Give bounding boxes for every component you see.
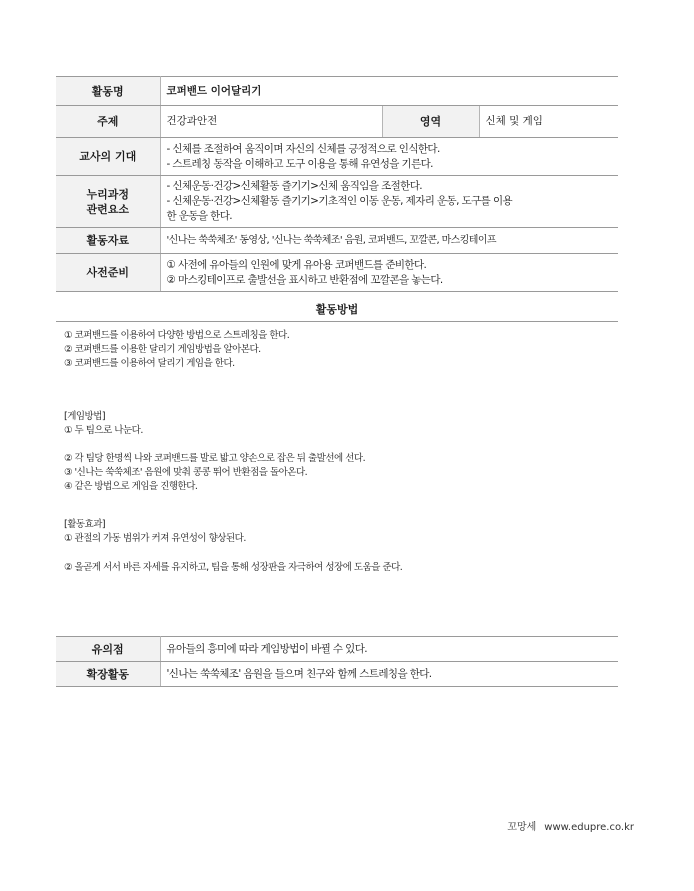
- game-step: ① 두 팀으로 나눈다.: [64, 425, 143, 436]
- teacher-expectation-line: - 스트레칭 동작을 이해하고 도구 이용을 통해 유연성을 기른다.: [166, 157, 433, 170]
- teacher-expectation-line: - 신체를 조절하여 움직이며 자신의 신체를 긍정적으로 인식한다.: [166, 142, 440, 155]
- nuri-value: [160, 176, 618, 228]
- method-intro-item: ② 코퍼밴드를 이용한 달리기 게임방법을 알아본다.: [64, 344, 261, 355]
- domain-value: 신체 및 게임: [479, 106, 618, 138]
- activity-effect: ② 올곧게 서서 바른 자세를 유지하고, 팀을 통해 성장판을 자극하여 성장에 도움을 준다.: [64, 562, 403, 573]
- row-extension: [56, 662, 618, 687]
- nuri-label-line1: 누리과정: [86, 187, 129, 201]
- extension-value: '신나는 쑥쑥체조' 음원을 들으며 친구와 함께 스트레칭을 한다.: [160, 662, 618, 687]
- preparation-label: 사전준비: [56, 254, 160, 292]
- footer-site: www.edupre.co.kr: [544, 822, 634, 833]
- row-caution: [56, 637, 618, 662]
- preparation-line: ① 사전에 유아들의 인원에 맞게 유아용 코퍼밴드를 준비한다.: [166, 258, 427, 271]
- row-nuri: [56, 176, 618, 228]
- preparation-line: ② 마스킹테이프로 출발선을 표시하고 반환점에 꼬깔콘을 놓는다.: [166, 273, 443, 286]
- activity-effect-heading: [활동효과]: [64, 519, 106, 530]
- game-step: ② 각 팀당 한명씩 나와 코퍼밴드를 발로 밟고 양손으로 잡은 뒤 출발선에 선다.: [64, 453, 366, 464]
- extension-label: 확장활동: [56, 662, 160, 687]
- nuri-label-line2: 관련요소: [86, 202, 129, 216]
- footer-brand: 꼬망세: [507, 822, 537, 833]
- method-intro-item: ③ 코퍼밴드를 이용하여 달리기 게임을 한다.: [64, 358, 235, 369]
- activity-name-label: 활동명: [56, 77, 160, 106]
- nuri-line: - 신체운동·건강>신체활동 즐기기>기초적인 이동 운동, 제자리 운동, 도구를 이용: [166, 195, 513, 207]
- teacher-expectation-value: [160, 138, 618, 176]
- row-teacher-expectation: [56, 138, 618, 176]
- nuri-line: 한 운동을 한다.: [166, 210, 232, 222]
- materials-label: 활동자료: [56, 228, 160, 254]
- materials-value: '신나는 쑥쑥체조' 동영상, '신나는 쑥쑥체조' 음원, 코퍼밴드, 꼬깔콘, 마스킹테이프: [160, 228, 618, 254]
- game-step: ③ '신나는 쑥쑥체조' 음원에 맞춰 콩콩 뛰어 반환점을 돌아온다.: [64, 467, 308, 478]
- domain-label: 영역: [382, 106, 479, 138]
- subject-value: 건강과안전: [160, 106, 382, 138]
- row-activity-name: [56, 77, 618, 106]
- game-step: ④ 같은 방법으로 게임을 진행한다.: [64, 481, 198, 492]
- nuri-label: [56, 176, 160, 228]
- lesson-plan-footer-table: [56, 636, 618, 687]
- subject-label: 주제: [56, 106, 160, 138]
- row-subject: [56, 106, 618, 138]
- lesson-plan-table: [56, 76, 618, 292]
- activity-effect: ① 관절의 가동 범위가 커져 유연성이 향상된다.: [64, 533, 246, 544]
- caution-value: 유아들의 흥미에 따라 게임방법이 바뀔 수 있다.: [160, 637, 618, 662]
- row-preparation: [56, 254, 618, 292]
- method-intro-item: ① 코퍼밴드를 이용하여 다양한 방법으로 스트레칭을 한다.: [64, 330, 290, 341]
- game-method-heading: [게임방법]: [64, 411, 106, 422]
- activity-name-value: 코퍼밴드 이어달리기: [160, 77, 618, 106]
- row-materials: [56, 228, 618, 254]
- preparation-value: [160, 254, 618, 292]
- caution-label: 유의점: [56, 637, 160, 662]
- teacher-expectation-label: 교사의 기대: [56, 138, 160, 176]
- nuri-line: - 신체운동·건강>신체활동 즐기기>신체 움직임을 조절한다.: [166, 180, 422, 192]
- method-title: 활동방법: [56, 298, 618, 322]
- footer: [499, 818, 634, 833]
